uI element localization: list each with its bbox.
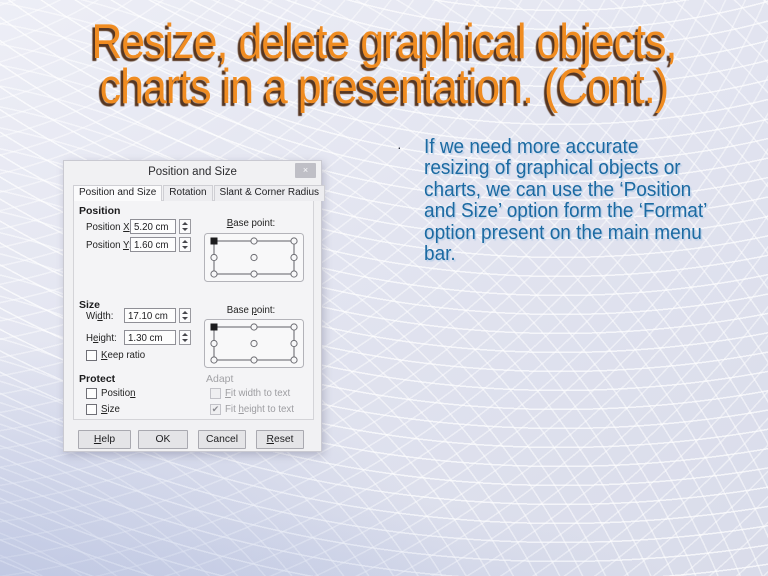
keep-ratio-label: Keep ratio <box>101 350 146 361</box>
slide-title-line: charts in a presentation. (Cont.) <box>99 60 669 114</box>
keep-ratio-checkbox[interactable] <box>86 350 145 361</box>
position-y-spinner[interactable] <box>179 237 191 252</box>
checkbox-checked-icon: ✔ <box>211 404 220 414</box>
slide-title <box>50 15 718 114</box>
body-line: bar. <box>424 243 456 266</box>
help-button[interactable]: Help <box>78 430 131 449</box>
fit-height-label: Fit height to text <box>225 404 294 415</box>
position-x-label: Position X <box>86 222 130 233</box>
ok-button[interactable]: OK <box>138 430 188 449</box>
checkbox-icon <box>210 388 221 399</box>
checkbox-icon[interactable] <box>86 388 97 399</box>
body-line: resizing of graphical objects or <box>424 157 681 180</box>
spinner-down-icon[interactable] <box>182 228 188 231</box>
spinner-down-icon[interactable] <box>182 339 188 342</box>
protect-size-label: Size <box>101 404 120 415</box>
bullet-icon: · <box>397 139 402 155</box>
protect-position-label: Position <box>101 388 136 399</box>
height-input[interactable]: 1.30 cm <box>124 330 176 345</box>
spinner-down-icon[interactable] <box>182 317 188 320</box>
dialog-title: Position and Size <box>148 166 237 178</box>
position-section-heading: Position <box>79 205 121 217</box>
reset-button[interactable]: Reset <box>256 430 304 449</box>
protect-section-heading: Protect <box>79 373 116 385</box>
height-spinner[interactable] <box>179 330 191 345</box>
body-line: and Size’ option form the ‘Format’ <box>424 200 708 223</box>
spinner-up-icon[interactable] <box>182 311 188 314</box>
dialog-titlebar[interactable] <box>64 161 321 183</box>
protect-position-checkbox[interactable] <box>86 388 135 399</box>
fit-height-to-text-checkbox <box>210 404 294 415</box>
tab-slant-corner-radius[interactable]: Slant & Corner Radius <box>214 185 326 201</box>
cancel-button[interactable]: Cancel <box>198 430 246 449</box>
spinner-down-icon[interactable] <box>182 246 188 249</box>
slide-title-line: Resize, delete graphical objects, <box>91 15 677 69</box>
body-line: If we need more accurate <box>424 136 639 158</box>
close-icon[interactable]: × <box>295 163 316 178</box>
tab-position-and-size[interactable]: Position and Size <box>73 185 162 201</box>
tab-rotation[interactable]: Rotation <box>163 185 212 201</box>
fit-width-label: Fit width to text <box>225 388 291 399</box>
size-section-heading: Size <box>79 299 101 311</box>
position-and-size-dialog <box>63 160 322 452</box>
protect-size-checkbox[interactable] <box>86 404 120 415</box>
width-input[interactable]: 17.10 cm <box>124 308 176 323</box>
checkbox-icon[interactable] <box>86 404 97 415</box>
dialog-tabs <box>73 185 326 201</box>
spinner-up-icon[interactable] <box>182 333 188 336</box>
size-base-point-selector[interactable] <box>204 319 304 368</box>
position-y-input[interactable]: 1.60 cm <box>130 237 176 252</box>
spinner-up-icon[interactable] <box>182 222 188 225</box>
position-base-point-label: Base point: <box>226 218 276 229</box>
height-label: Height: <box>86 333 117 344</box>
position-base-point-selector[interactable] <box>204 233 304 282</box>
position-y-label: Position Y <box>86 240 129 251</box>
position-x-input[interactable]: 5.20 cm <box>130 219 176 234</box>
body-line: option present on the main menu <box>424 221 702 244</box>
fit-width-to-text-checkbox <box>210 388 290 399</box>
position-x-spinner[interactable] <box>179 219 191 234</box>
body-line: charts, we can use the ‘Position <box>424 178 692 201</box>
size-base-point-label: Base point: <box>226 305 276 316</box>
checkbox-icon[interactable] <box>86 350 97 361</box>
spinner-up-icon[interactable] <box>182 240 188 243</box>
adapt-section-heading: Adapt <box>206 373 234 385</box>
width-spinner[interactable] <box>179 308 191 323</box>
tab-content-panel <box>73 200 314 420</box>
width-label: Width: <box>86 311 114 322</box>
slide-body-text <box>424 137 752 265</box>
